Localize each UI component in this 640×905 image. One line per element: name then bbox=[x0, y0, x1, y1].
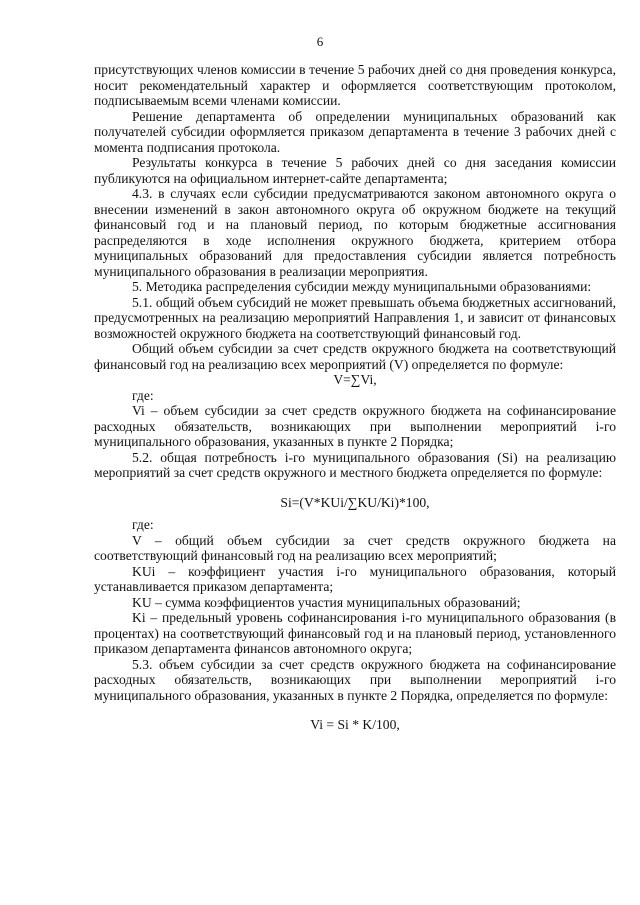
definition: V – общий объем субсидии за счет средств окружного бюджета на соответствующий финансовый год на реализацию всех мероприятий; bbox=[94, 532, 616, 563]
page-number: 6 bbox=[316, 34, 324, 49]
where-label: где: bbox=[132, 517, 154, 532]
document-body bbox=[94, 62, 616, 733]
paragraph: Vi – объем субсидии за счет средств окружного бюджета на софинансирование расходных обязательств, возникающих при выполнении мероприятий i-го муниципального образования, указанных в пункте 2 Порядка; bbox=[94, 403, 616, 449]
paragraph: 4.3. в случаях если субсидии предусматриваются законом автономного округа о внесении изменений в закон автономного округа об окружном бюджете на текущий финансовый год и на плановый период, по которым бюджетные ассигнования распределяются в ходе исполнения окружного бюджета, критерием отбора муниципальных образований для предоставления субсидии является потребность муниципального образования в реализации мероприятия. bbox=[94, 186, 616, 279]
formula-subsidy: Vi = Si * K/100, bbox=[310, 717, 400, 732]
where-label: где: bbox=[132, 387, 154, 403]
paragraph: Результаты конкурса в течение 5 рабочих дней со дня заседания комиссии публикуются на официальном интернет-сайте департамента; bbox=[94, 155, 616, 186]
paragraph: 5.1. общий объем субсидий не может превышать объема бюджетных ассигнований, предусмотренных на реализацию мероприятий Направления 1, и зависит от финансовых возможностей окружного бюджета на соответствующий финансовый год. bbox=[94, 294, 616, 341]
section-heading: 5. Методика распределения субсидии между муниципальными образованиями: bbox=[132, 279, 592, 294]
definition: KU – сумма коэффициентов участия муниципальных образований; bbox=[132, 594, 521, 610]
paragraph: 5.3. объем субсидии за счет средств окружного бюджета на софинансирование расходных обязательств, возникающих при выполнении мероприятий i-го муниципального образования, указанных в пункте 2 Порядка, определяется по формуле: bbox=[94, 656, 616, 703]
definition: Ki – предельный уровень софинансирования i-го муниципального образования (в процентах) на соответствующий финансовый год и на плановый период, установленного приказом департамента финансов автономного округа; bbox=[94, 610, 616, 656]
formula-need: Si=(V*KUi/∑KU/Ki)*100, bbox=[280, 494, 430, 510]
paragraph: 5.2. общая потребность i-го муниципального образования (Si) на реализацию мероприятий за счет средств окружного и местного бюджета определяется по формуле: bbox=[94, 449, 616, 480]
definition: KUi – коэффициент участия i-го муниципального образования, который устанавливается приказом департамента; bbox=[94, 563, 616, 594]
paragraph: присутствующих членов комиссии в течение 5 рабочих дней со дня проведения конкурса, носит рекомендательный характер и оформляется соответствующим протоколом, подписываемым всеми членами комиссии. bbox=[94, 62, 616, 108]
formula-total: V=∑Vi, bbox=[333, 372, 377, 387]
paragraph: Решение департамента об определении муниципальных образований как получателей субсидии оформляется приказом департамента в течение 3 рабочих дней с момента подписания протокола. bbox=[94, 108, 616, 155]
paragraph: Общий объем субсидии за счет средств окружного бюджета на соответствующий финансовый год на реализацию всех мероприятий (V) определяется по формуле: bbox=[94, 341, 616, 372]
